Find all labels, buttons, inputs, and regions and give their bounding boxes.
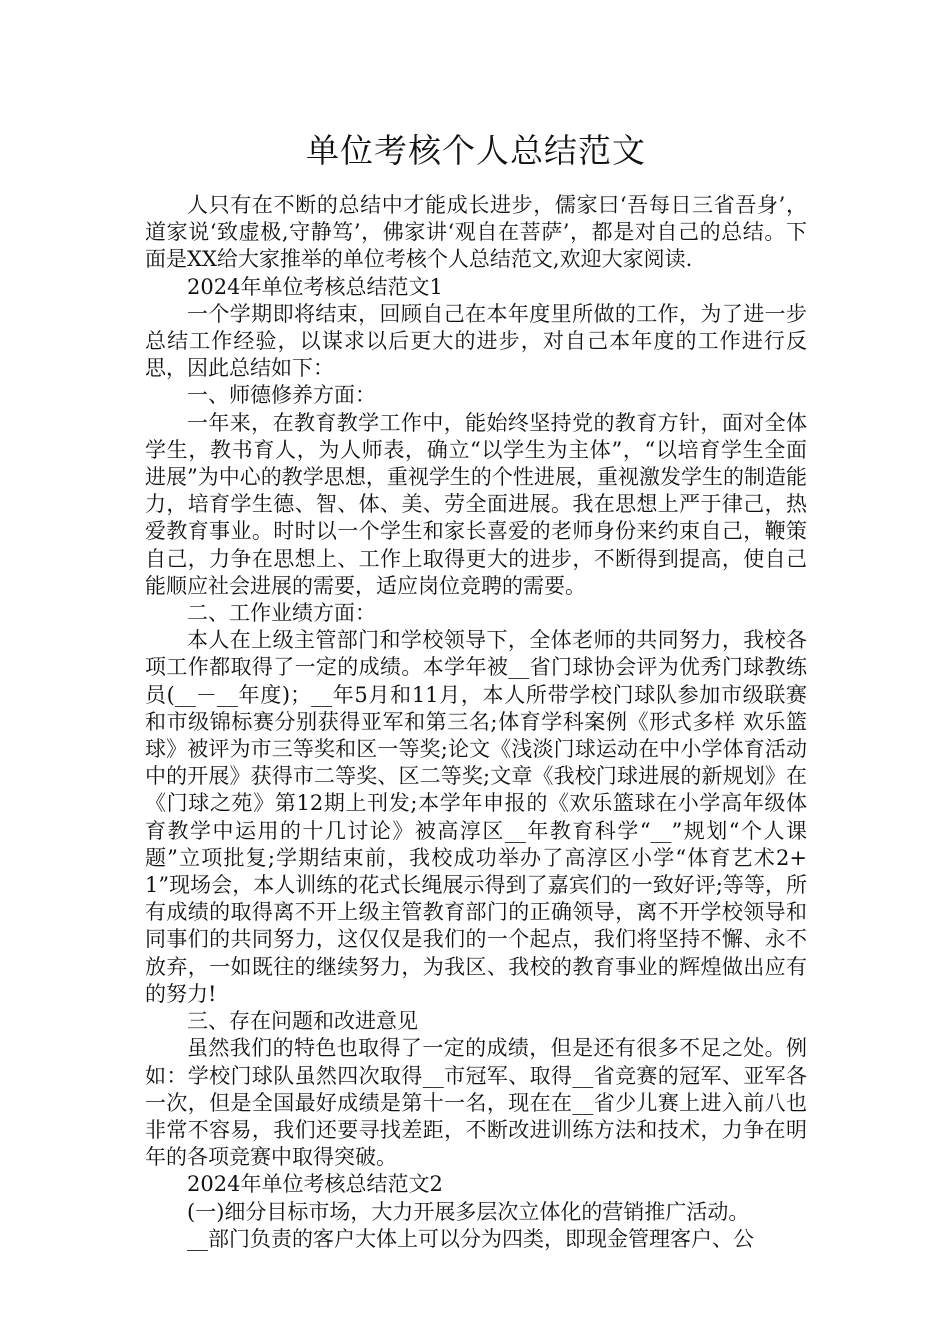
section-2-title: 2024年单位考核总结范文2 — [187, 1172, 443, 1197]
document-title: 单位考核个人总结范文 — [306, 131, 646, 170]
section-1-paragraph-2: 一年来，在教育教学工作中，能始终坚持党的教育方针，面对全体学生，教书育人，为人师表，确立“以学生为主体”，“以培育学生全面进展”为中心的教学思想，重视学生的个性进展，重视激发学生的制造能力，培育学生德、智、体、美、劳全面进展。我在思想上严于律己，热爱教育事业。时时以一个学生和家长喜爱的老师身份来约束自己，鞭策自己，力争在思想上、工作上取得更大的进步，不断得到提高，使自己能顺应社会进展的需要，适应岗位竞聘的需要。 — [145, 410, 807, 598]
section-1-heading-achievements: 二、工作业绩方面： — [187, 601, 376, 626]
section-1-paragraph-1: 一个学期即将结束，回顾自己在本年度里所做的工作，为了进一步总结工作经验，以谋求以后更大的进步，对自己本年度的工作进行反思，因此总结如下： — [145, 301, 807, 381]
intro-paragraph: 人只有在不断的总结中才能成长进步，儒家曰‘吾每日三省吾身’，道家说‘致虚极,守静笃’，佛家讲‘观自在菩萨’，都是对自己的总结。下面是XX给大家推举的单位考核个人总结范文,欢迎大家阅读. — [145, 193, 807, 272]
section-1-paragraph-4: 虽然我们的特色也取得了一定的成绩，但是还有很多不足之处。例如：学校门球队虽然四次取得__市冠军、取得__省竞赛的冠军、亚军各一次，但是全国最好成绩是第十一名，现在在__省少儿赛上进入前八也非常不容易，我们还要寻找差距，不断改进训练方法和技术，力争在明年的各项竞赛中取得突破。 — [145, 1036, 807, 1170]
section-1-heading-ethics: 一、师德修养方面： — [187, 383, 376, 408]
section-1-heading-problems: 三、存在问题和改进意见 — [187, 1009, 418, 1034]
section-2-paragraph-1: (一)细分目标市场，大力开展多层次立体化的营销推广活动。 — [187, 1199, 750, 1224]
section-1-paragraph-3: 本人在上级主管部门和学校领导下，全体老师的共同努力，我校各项工作都取得了一定的成绩。本学年被__省门球协会评为优秀门球教练员(__－__年度)；__年5月和11月，本人所带学校门球队参加市级联赛和市级锦标赛分别获得亚军和第三名;体育学科案例《形式多样 欢乐篮球》被评为市三等奖和区一等奖;论文《浅淡门球运动在中小学体育活动中的开展》获得市二等奖、区二等奖;文章《我校门球进展的新规划》在《门球之苑》第12期上刊发;本学年申报的《欢乐篮球在小学高年级体育教学中运用的十几讨论》被高淳区__年教育科学“__”规划“个人课题”立项批复;学期结束前，我校成功举办了高淳区小学“体育艺术2+1”现场会，本人训练的花式长绳展示得到了嘉宾们的一致好评;等等，所有成绩的取得离不开上级主管教育部门的正确领导，离不开学校领导和同事们的共同努力，这仅仅是我们的一个起点，我们将坚持不懈、永不放弃，一如既往的继续努力，为我区、我校的教育事业的辉煌做出应有的努力! — [145, 628, 807, 1006]
section-2-paragraph-2: __部门负责的客户大体上可以分为四类，即现金管理客户、公 — [187, 1226, 754, 1251]
document-page — [145, 128, 807, 1253]
section-1-title: 2024年单位考核总结范文1 — [187, 274, 443, 299]
